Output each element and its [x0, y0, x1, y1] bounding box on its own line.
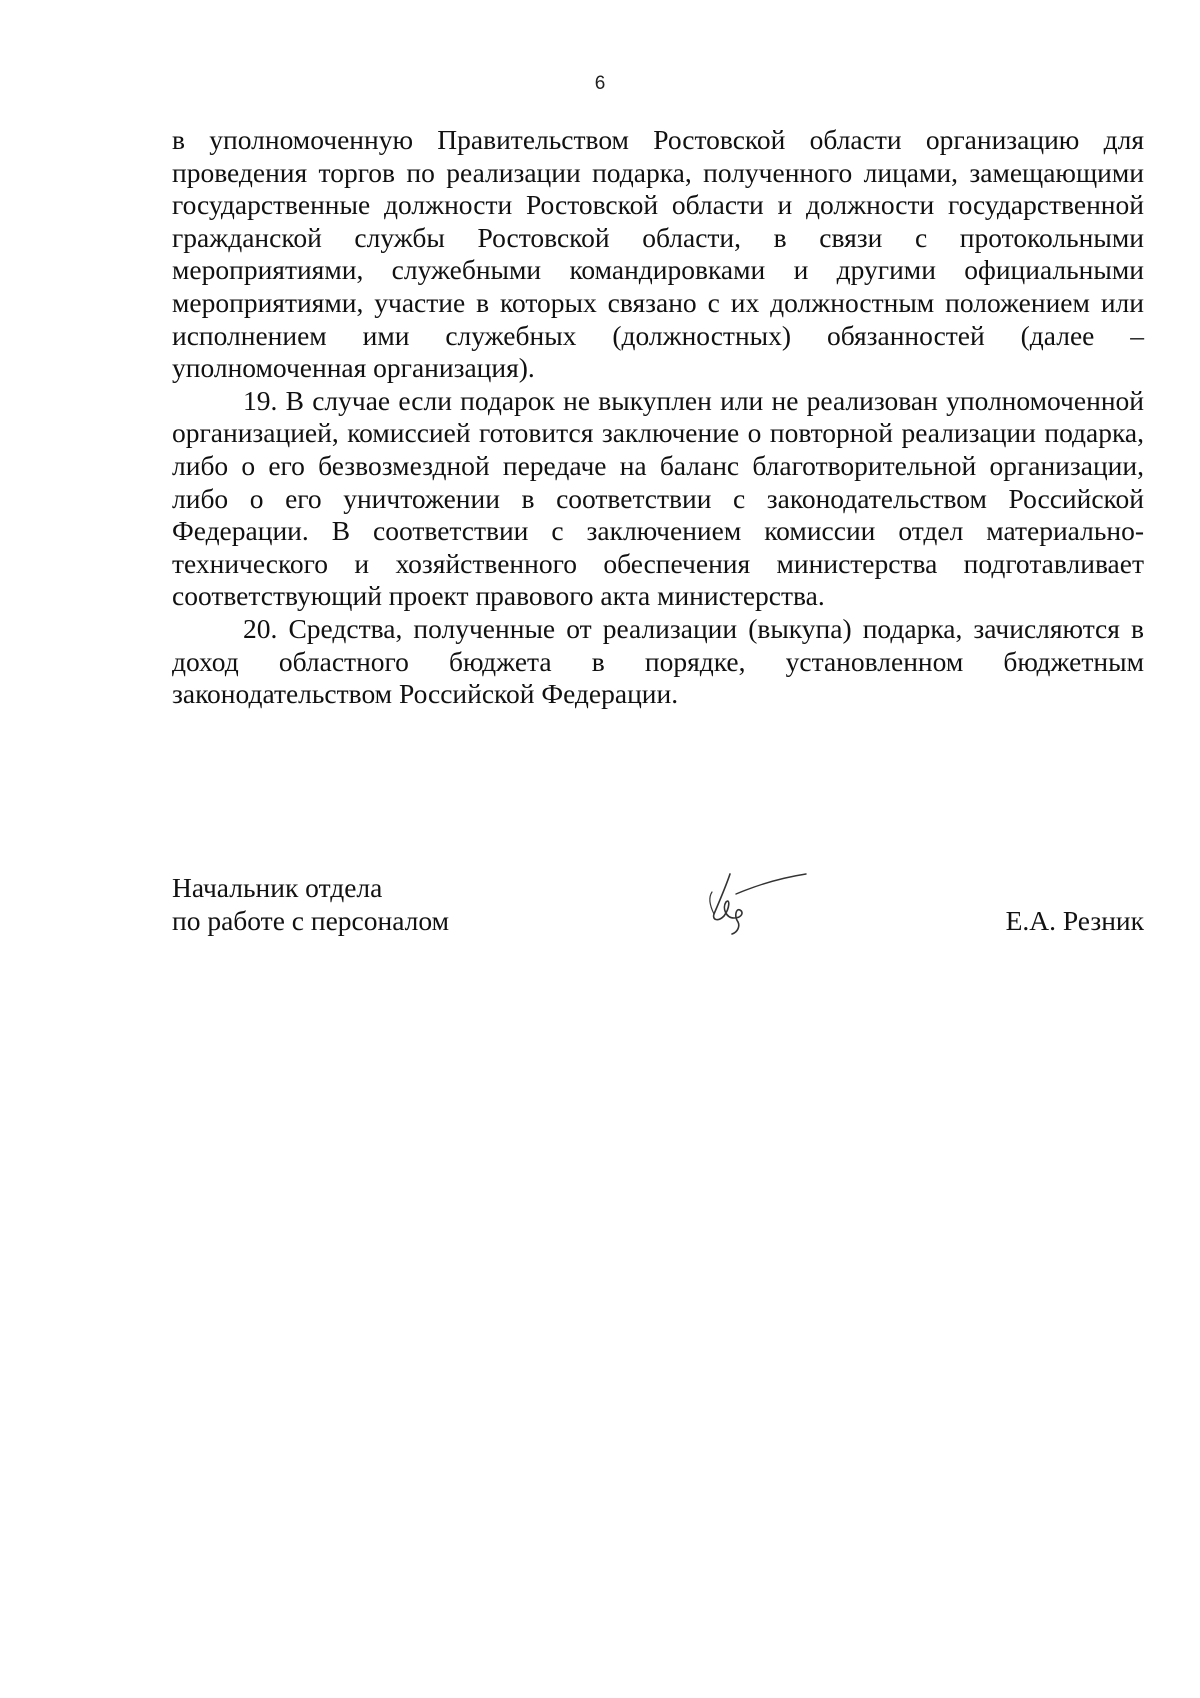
- handwritten-signature: [700, 868, 810, 938]
- page-number: 6: [594, 73, 606, 94]
- signatory-name: Е.А. Резник: [1005, 904, 1144, 936]
- paragraph-continuation: в уполномоченную Правительством Ростовской области организацию для проведения торгов по реализации подарка, полученного лицами, замещающими государственные должности Ростовской области и должности государственной гражданской службы Ростовской области, в связи с протокольными мероприятиями, служебными командировками и другими официальными мероприятиями, участие в которых связано с их должностным положением или исполнением ими служебных (должностных) обязанностей (далее – уполномоченная организация).: [172, 124, 1144, 384]
- signatory-title: [172, 872, 449, 937]
- signature-block: [172, 872, 1144, 952]
- signatory-title-line-1: Начальник отдела: [172, 872, 383, 903]
- document-body: [172, 124, 1144, 711]
- signatory-title-line-2: по работе с персоналом: [172, 904, 450, 936]
- paragraph-19: 19. В случае если подарок не выкуплен или не реализован уполномоченной организацией, комиссией готовится заключение о повторной реализации подарка, либо о его безвозмездной передаче на баланс благотворительной организации, либо о его уничтожении в соответствии с законодательством Российской Федерации. В соответствии с заключением комиссии отдел материально-технического и хозяйственного обеспечения министерства подготавливает соответствующий проект правового акта министерства.: [172, 384, 1144, 612]
- paragraph-20: 20. Средства, полученные от реализации (выкупа) подарка, зачисляются в доход областного бюджета в порядке, установленном бюджетным законодательством Российской Федерации.: [172, 612, 1144, 710]
